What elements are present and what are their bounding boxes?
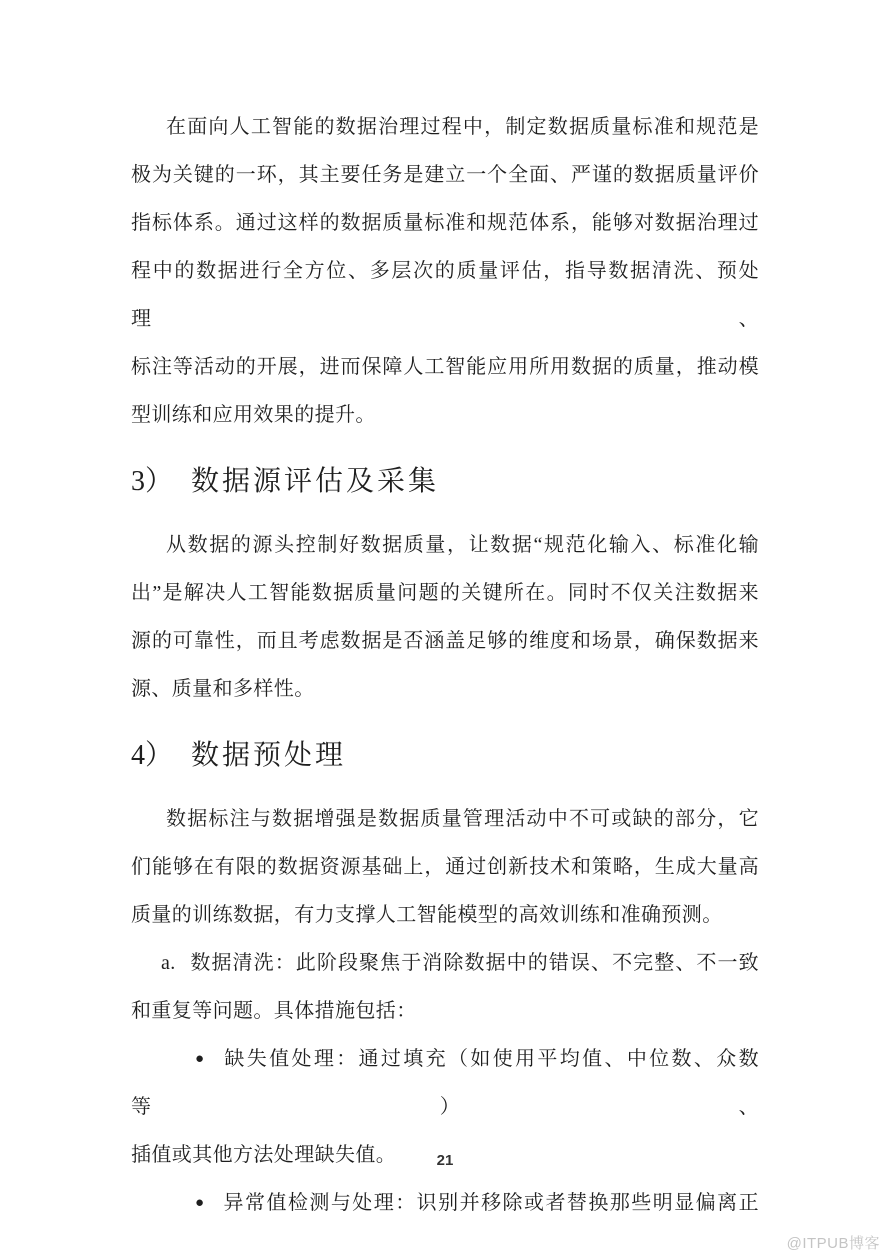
bullet-icon: ● [195,1051,207,1067]
heading-number: 3） [131,466,174,497]
paragraph-line [131,1035,759,1131]
heading-title: 数据预处理 [191,740,347,771]
paragraph-line: 程中的数据进行全方位、多层次的质量评估，指导数据清洗、预处理、 [131,260,759,330]
paragraph-line: 源、质量和多样性。 [131,678,315,700]
bullet-item-text: 缺失值处理：通过填充（如使用平均值、中位数、众数等）、 [131,1048,759,1118]
paragraph-line: 指标体系。通过这样的数据质量标准和规范体系，能够对数据治理过 [131,212,759,234]
page-number: 21 [436,1152,454,1169]
heading-title: 数据源评估及采集 [191,466,440,497]
watermark: @ITPUB博客 [786,1235,880,1252]
paragraph-line: 数据标注与数据增强是数据质量管理活动中不可或缺的部分，它 [166,808,759,830]
paragraph-data-source [131,521,759,713]
paragraph-data-quality-standards [131,103,759,439]
paragraph-line: 标注等活动的开展，进而保障人工智能应用所用数据的质量，推动模 [131,356,759,378]
list-item-a-data-cleaning [131,939,759,1035]
paragraph-line [131,1179,759,1227]
document-content [131,0,759,1227]
paragraph-line: 和重复等问题。具体措施包括： [131,1000,417,1022]
section-heading-data-source [131,458,759,506]
paragraph-line: 源的可靠性，而且考虑数据是否涵盖足够的维度和场景，确保数据来 [131,630,759,652]
paragraph-line: 型训练和应用效果的提升。 [131,404,376,426]
paragraph-line: 插值或其他方法处理缺失值。 [131,1144,397,1166]
bullet-icon: ● [195,1195,206,1211]
paragraph-line: 从数据的源头控制好数据质量，让数据“规范化输入、标准化输 [166,534,759,556]
list-marker-a: a. [161,952,176,974]
paragraph-line: 出”是解决人工智能数据质量问题的关键所在。同时不仅关注数据来 [131,582,759,604]
section-heading-preprocessing [131,732,759,780]
paragraph-line: 极为关键的一环，其主要任务是建立一个全面、严谨的数据质量评价 [131,164,759,186]
bullet-item-text: 异常值检测与处理：识别并移除或者替换那些明显偏离正 [223,1192,760,1214]
heading-number: 4） [131,740,174,771]
bullet-item-outlier-detection [131,1179,759,1227]
list-item-text: 数据清洗：此阶段聚焦于消除数据中的错误、不完整、不一致 [189,952,759,974]
paragraph-line: 在面向人工智能的数据治理过程中，制定数据质量标准和规范是 [166,116,759,138]
paragraph-line: 质量的训练数据，有力支撑人工智能模型的高效训练和准确预测。 [131,904,723,926]
paragraph-line: 们能够在有限的数据资源基础上，通过创新技术和策略，生成大量高 [131,856,759,878]
paragraph-annotation-augmentation [131,795,759,939]
paragraph-line [131,939,759,987]
